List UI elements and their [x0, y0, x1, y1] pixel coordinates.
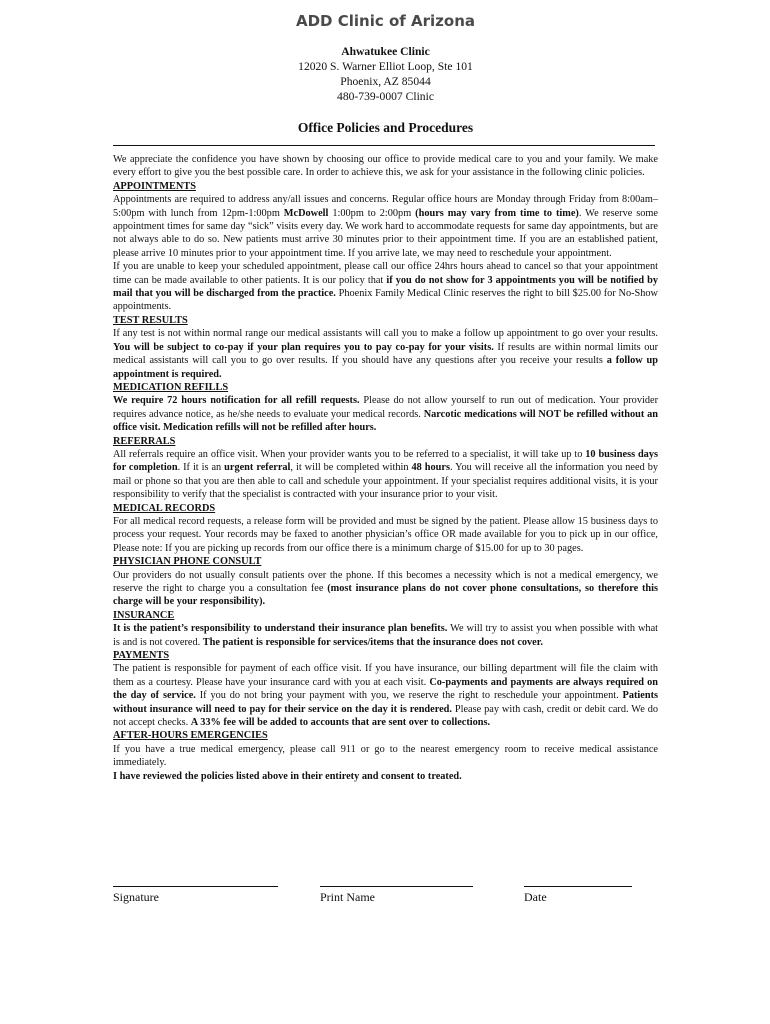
- appointments-heading: APPOINTMENTS: [113, 180, 196, 192]
- referrals-heading: REFERRALS: [113, 435, 176, 447]
- payments-paragraph: The patient is responsible for payment of each office visit. If you have insurance, our billing department will file the claim with them as a courtesy. Please have your insurance card with you at each visit. Co-payments and payments are always required on the day of service. If you do not bring your payment with you, we reserve the right to reschedule your appointment. Patients without insurance will need to pay for their service on the day it is rendered. Please pay with cash, credit or debit card. We do not accept checks. A 33% fee will be added to accounts that are sent over to collections.: [113, 663, 659, 729]
- clinic-phone: 480-739-0007 Clinic: [337, 90, 434, 103]
- signature-block: [113, 873, 658, 913]
- date-label: Date: [524, 890, 547, 904]
- medication-refills-paragraph: We require 72 hours notification for all refill requests. Please do not allow yourself to run out of medication. Your provider requires advance notice, as he/she needs to evaluate your medical records. Narcotic medications will NOT be refilled without an office visit. Medication refills will not be refilled after hours.: [113, 395, 659, 434]
- payments-heading: PAYMENTS: [113, 650, 170, 662]
- test-results-heading: TEST RESULTS: [113, 314, 188, 326]
- referrals-paragraph: All referrals require an office visit. When your provider wants you to be referred to a specialist, it will take up to 10 business days for completion. If it is an urgent referral, it will be completed within 48 hours. You will receive all the information you need by mail or phone so that you are then able to call and schedule your appointment. If your specialist requires additional visits, it is your responsibility to verify that the specialist is contracted with your insurance prior to your visit.: [113, 448, 658, 501]
- signature-field[interactable]: [113, 873, 278, 905]
- date-line[interactable]: [524, 873, 632, 887]
- appointments-paragraph-1: Appointments are required to address any/all issues and concerns. Regular office hours are Monday through Friday from 8:00am–5:00pm with lunch from 12pm-1:00pm McDowell 1:00pm to 2:00pm (hours may vary from time to time). We reserve some appointment times for same day “sick” visits every day. We work hard to accommodate requests for same day appointments, but are not always able to do so. New patients must arrive 30 minutes prior to their appointment time. If you are an established patient, please arrive 10 minutes prior to your appointment time. If you arrive late, we may need to reschedule your appointment.: [113, 194, 659, 259]
- clinic-name: ADD Clinic of Arizona: [296, 12, 475, 30]
- after-hours-paragraph: If you have a true medical emergency, please call 911 or go to the nearest emergency room to receive medical assistance immediately.: [113, 743, 658, 769]
- clinic-branch: Ahwatukee Clinic: [341, 45, 430, 58]
- medical-records-heading: MEDICAL RECORDS: [113, 502, 216, 514]
- insurance-heading: INSURANCE: [113, 609, 175, 621]
- print-name-field[interactable]: [320, 873, 473, 905]
- clinic-address-block: [113, 44, 658, 104]
- medication-refills-heading: MEDICATION REFILLS: [113, 381, 229, 393]
- print-name-label: Print Name: [320, 890, 375, 904]
- intro-paragraph: We appreciate the confidence you have shown by choosing our office to provide medical care to you and your family. We make every effort to give you the best possible care. In order to achieve this, we ask for your assistance in the following clinic policies.: [113, 154, 658, 179]
- physician-phone-paragraph: Our providers do not usually consult patients over the phone. If this becomes a necessity which is not a medical emergency, we reserve the right to charge you a consultation fee (most insurance plans do not cover phone consultations, so therefore this charge will be your responsibility).: [113, 569, 658, 608]
- title-divider: [113, 145, 655, 146]
- policy-body: [113, 153, 658, 783]
- appointments-paragraph-2: If you are unable to keep your scheduled appointment, please call our office 24hrs hours ahead to cancel so that your appointment time can be made available to other patients. It is our policy that if you do not show for 3 appointments you will be notified by mail that you will be discharged from the practice. Phoenix Family Medical Clinic reserves the right to bill $25.00 for No-Show appointments.: [113, 261, 658, 313]
- consent-statement: I have reviewed the policies listed above in their entirety and consent to treated.: [113, 770, 462, 782]
- physician-phone-heading: PHYSICIAN PHONE CONSULT: [113, 556, 262, 568]
- document-title: Office Policies and Procedures: [297, 120, 474, 135]
- medical-records-paragraph: For all medical record requests, a release form will be provided and must be signed by the patient. Please allow 15 business days to process your request. Your records may be faxed to another physician’s office OR made available for you to pick up in our office, Please note: If you are picking up records from our office there is a minimum charge of $15.00 for up to 30 pages.: [113, 515, 658, 554]
- test-results-paragraph: If any test is not within normal range our medical assistants will call you to make a follow up appointment to go over your results. You will be subject to co-pay if your plan requires you to pay co-pay for your visits. If results are within normal limits our medical assistants will call you to go over results. If you should have any questions after you receive your results a follow up appointment is required.: [113, 328, 658, 380]
- print-name-line[interactable]: [320, 873, 473, 887]
- insurance-paragraph: It is the patient’s responsibility to understand their insurance plan benefits. We will try to assist you when possible with what is and is not covered. The patient is responsible for services/items that the insurance does not cover.: [113, 623, 658, 648]
- signature-line[interactable]: [113, 873, 278, 887]
- clinic-street: 12020 S. Warner Elliot Loop, Ste 101: [298, 60, 473, 73]
- signature-label: Signature: [113, 890, 159, 904]
- date-field[interactable]: [524, 873, 632, 905]
- after-hours-heading: AFTER-HOURS EMERGENCIES: [113, 730, 268, 742]
- clinic-city: Phoenix, AZ 85044: [340, 75, 431, 88]
